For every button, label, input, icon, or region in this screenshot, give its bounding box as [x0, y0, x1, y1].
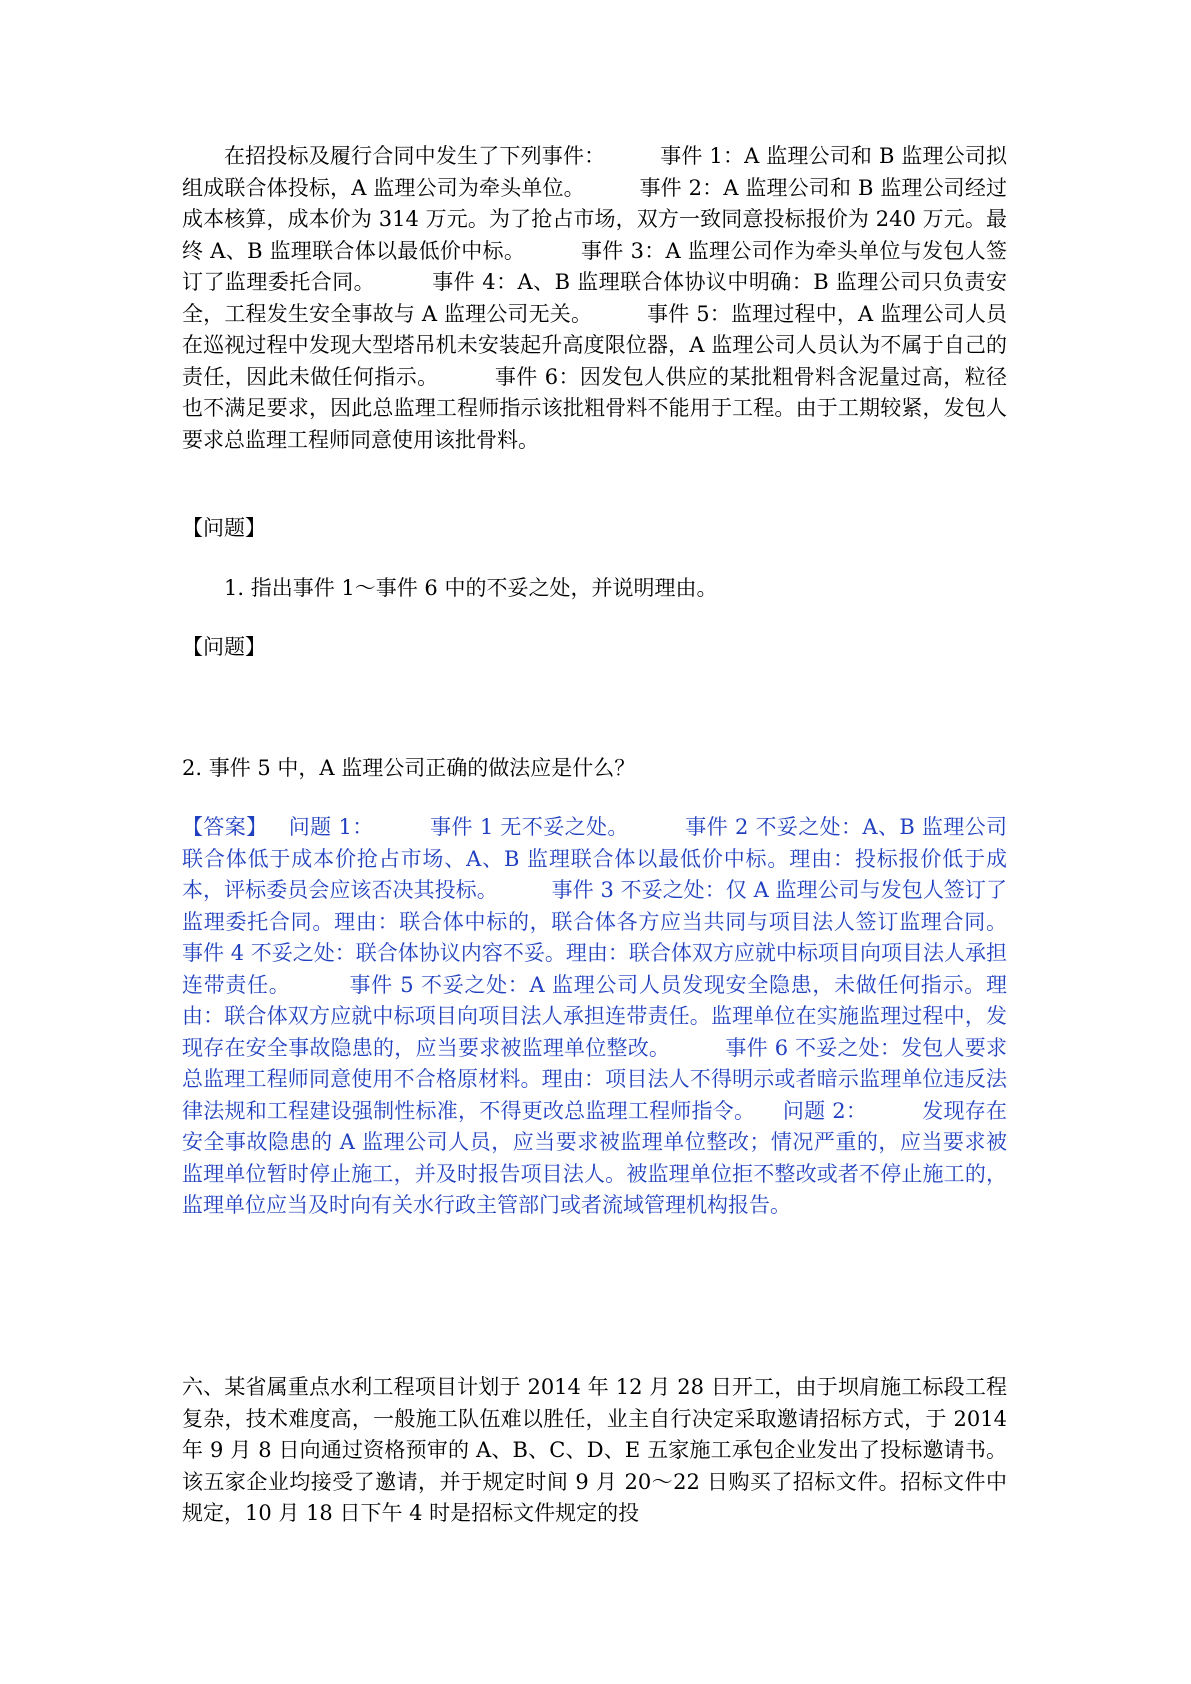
intro-paragraph: 在招投标及履行合同中发生了下列事件： 事件 1：A 监理公司和 B 监理公司拟组成联合体投标，A 监理公司为牵头单位。 事件 2：A 监理公司和 B 监理公司经过成本核算，成本价为 314 万元。为了抢占市场，双方一致同意投标报价为 240 万元。最终 A、B 监理联合体以最低价中标。 事件 3：A 监理公司作为牵头单位与发包人签订了监理委托合同。 事件 4：A、B 监理联合体协议中明确：B 监理公司只负责安全，工程发生安全事故与 A 监理公司无关。 事件 5：监理过程中，A 监理公司人员在巡视过程中发现大型塔吊机未安装起升高度限位器，A 监理公司人员认为不属于自己的责任，因此未做任何指示。 事件 6：因发包人供应的某批粗骨料含泥量过高，粒径也不满足要求，因此总监理工程师指示该批粗骨料不能用于工程。由于工期较紧，发包人要求总监理工程师同意使用该批骨料。	[182, 144, 1007, 452]
section-6-paragraph: 六、某省属重点水利工程项目计划于 2014 年 12 月 28 日开工，由于坝肩施工标段工程复杂，技术难度高，一般施工队伍难以胜任，业主自行决定采取邀请招标方式，于 2014 年 9 月 8 日向通过资格预审的 A、B、C、D、E 五家施工承包企业发出了投标邀请书。该五家企业均接受了邀请，并于规定时间 9 月 20～22 日购买了招标文件。招标文件中规定，10 月 18 日下午 4 时是招标文件规定的投	[182, 1375, 1014, 1525]
question-2: 2. 事件 5 中，A 监理公司正确的做法应是什么？	[182, 756, 636, 780]
question-heading-1: 【问题】	[182, 516, 266, 540]
question-heading-2: 【问题】	[182, 635, 266, 659]
answer-paragraph: 【答案】 问题 1： 事件 1 无不妥之处。 事件 2 不妥之处：A、B 监理公司联合体低于成本价抢占市场、A、B 监理联合体以最低价中标。理由：投标报价低于成本，评标委员会应该否决其投标。 事件 3 不妥之处：仅 A 监理公司与发包人签订了监理委托合同。理由：联合体中标的，联合体各方应当共同与项目法人签订监理合同。 事件 4 不妥之处：联合体协议内容不妥。理由：联合体双方应就中标项目向项目法人承担连带责任。 事件 5 不妥之处：A 监理公司人员发现安全隐患，未做任何指示。理由：联合体双方应就中标项目向项目法人承担连带责任。监理单位在实施监理过程中，发现存在安全事故隐患的，应当要求被监理单位整改。 事件 6 不妥之处：发包人要求总监理工程师同意使用不合格原材料。理由：项目法人不得明示或者暗示监理单位违反法律法规和工程建设强制性标准，不得更改总监理工程师指令。 问题 2： 发现存在安全事故隐患的 A 监理公司人员，应当要求被监理单位整改；情况严重的，应当要求被监理单位暂时停止施工，并及时报告项目法人。被监理单位拒不整改或者不停止施工的，监理单位应当及时向有关水行政主管部门或者流域管理机构报告。	[182, 815, 1061, 1217]
question-1: 1. 指出事件 1～事件 6 中的不妥之处，并说明理由。	[224, 576, 718, 600]
